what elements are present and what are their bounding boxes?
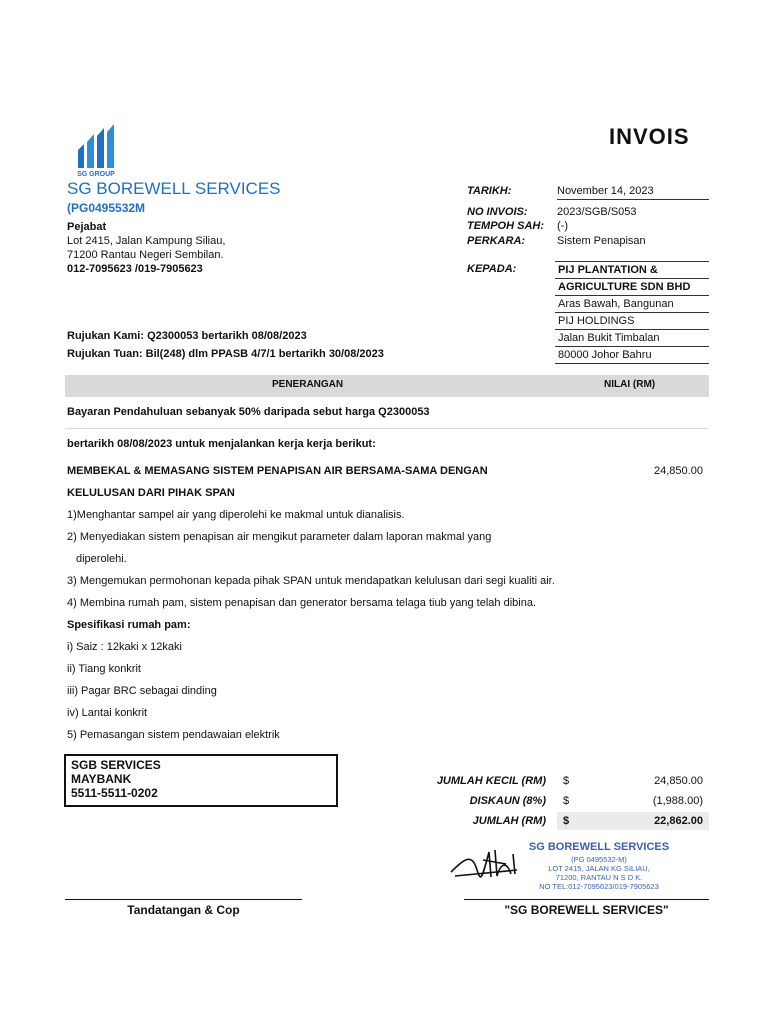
subtotal-value: 24,850.00 <box>654 775 703 787</box>
recipient-block <box>555 261 709 364</box>
body-line-1: Bayaran Pendahuluan sebanyak 50% daripada sebut harga Q2300053 <box>67 406 430 418</box>
address-line-2: 71200 Rantau Negeri Sembilan. <box>67 249 224 261</box>
address-line-1: Lot 2415, Jalan Kampung Siliau, <box>67 235 226 247</box>
term-value: (-) <box>557 220 568 232</box>
logo-text: SG GROUP <box>77 171 115 178</box>
recipient-line-6: 80000 Johor Bahru <box>555 347 709 364</box>
company-stamp <box>421 832 711 894</box>
invoice-no-value: 2023/SGB/S053 <box>557 206 637 218</box>
stamp-name: SG BOREWELL SERVICES <box>528 841 670 853</box>
work-item-2a: 2) Menyediakan sistem penapisan air mengikut parameter dalam laporan makmal yang <box>67 531 492 543</box>
subject-value: Sistem Penapisan <box>557 235 646 247</box>
term-label: TEMPOH SAH: <box>467 220 544 232</box>
discount-value: (1,988.00) <box>652 795 703 807</box>
to-label: KEPADA: <box>467 263 517 275</box>
work-item-2b: diperolehi. <box>76 553 127 565</box>
stamp-addr-2: 71200, RANTAU N S D K. <box>555 873 643 882</box>
work-item-5: 5) Pemasangan sistem pendawaian elektrik <box>67 729 280 741</box>
bank-account-no: 5511-5511-0202 <box>71 786 158 800</box>
col-amount: NILAI (RM) <box>604 379 656 390</box>
bank-account-name: SGB SERVICES <box>71 758 161 772</box>
company-reg-no: (PG0495532M <box>67 201 146 215</box>
signature-line-right <box>464 899 709 900</box>
divider <box>65 428 709 429</box>
body-line-4: KELULUSAN DARI PIHAK SPAN <box>67 487 235 499</box>
recipient-line-1: PIJ PLANTATION & <box>555 262 709 279</box>
our-reference: Rujukan Kami: Q2300053 bertarikh 08/08/2023 <box>67 330 307 342</box>
total-value: 22,862.00 <box>654 815 703 827</box>
work-item-3: 3) Mengemukan permohonan kepada pihak SPAN untuk mendapatkan kelulusan dari segi kualiti air. <box>67 575 555 587</box>
stamp-addr-1: LOT 2415, JALAN KG SILIAU, <box>548 864 650 873</box>
total-label: JUMLAH (RM) <box>472 815 546 827</box>
date-value: November 14, 2023 <box>557 185 709 200</box>
recipient-line-2: AGRICULTURE SDN BHD <box>555 279 709 296</box>
spec-item-4: iv) Lantai konkrit <box>67 707 148 719</box>
spec-item-1: i) Saiz : 12kaki x 12kaki <box>67 641 182 653</box>
signature-caption-left: Tandatangan & Cop <box>127 903 240 917</box>
recipient-line-5: Jalan Bukit Timbalan <box>555 330 709 347</box>
stamp-reg: (PG 0495532-M) <box>571 855 627 864</box>
subtotal-label: JUMLAH KECIL (RM) <box>436 775 546 787</box>
body-line-2: bertarikh 08/08/2023 untuk menjalankan kerja kerja berikut: <box>67 438 376 450</box>
col-description: PENERANGAN <box>272 379 344 390</box>
discount-currency: $ <box>563 795 570 807</box>
work-item-4: 4) Membina rumah pam, sistem penapisan dan generator bersama telaga tiub yang telah dibina. <box>67 597 536 609</box>
bank-name: MAYBANK <box>71 772 132 786</box>
signature-scribble <box>451 850 517 877</box>
body-line-3: MEMBEKAL & MEMASANG SISTEM PENAPISAN AIR BERSAMA-SAMA DENGAN <box>67 465 488 477</box>
discount-label: DISKAUN (8%) <box>469 795 546 807</box>
date-label: TARIKH: <box>467 185 512 197</box>
work-item-1: 1)Menghantar sampel air yang diperolehi ke makmal untuk dianalisis. <box>67 509 405 521</box>
subject-label: PERKARA: <box>467 235 526 247</box>
invoice-no-label: NO INVOIS: <box>467 206 528 218</box>
document-title: INVOIS <box>609 124 690 149</box>
recipient-line-3: Aras Bawah, Bangunan <box>555 296 709 313</box>
subtotal-currency: $ <box>563 775 570 787</box>
signature-line-left <box>65 899 302 900</box>
company-name: SG BOREWELL SERVICES <box>67 179 281 198</box>
line-amount: 24,850.00 <box>654 465 703 477</box>
office-label: Pejabat <box>67 221 107 233</box>
spec-item-2: ii) Tiang konkrit <box>67 663 141 675</box>
your-reference: Rujukan Tuan: Bil(248) dlm PPASB 4/7/1 bertarikh 30/08/2023 <box>67 348 384 360</box>
company-logo <box>74 124 118 180</box>
spec-heading: Spesifikasi rumah pam: <box>67 619 191 631</box>
stamp-tel: NO TEL:012-7095623/019-7905623 <box>539 882 659 891</box>
company-phone: 012-7095623 /019-7905623 <box>67 263 203 275</box>
total-currency: $ <box>563 815 570 827</box>
spec-item-3: iii) Pagar BRC sebagai dinding <box>67 685 217 697</box>
signature-caption-right: "SG BOREWELL SERVICES" <box>504 903 669 917</box>
recipient-line-4: PIJ HOLDINGS <box>555 313 709 330</box>
